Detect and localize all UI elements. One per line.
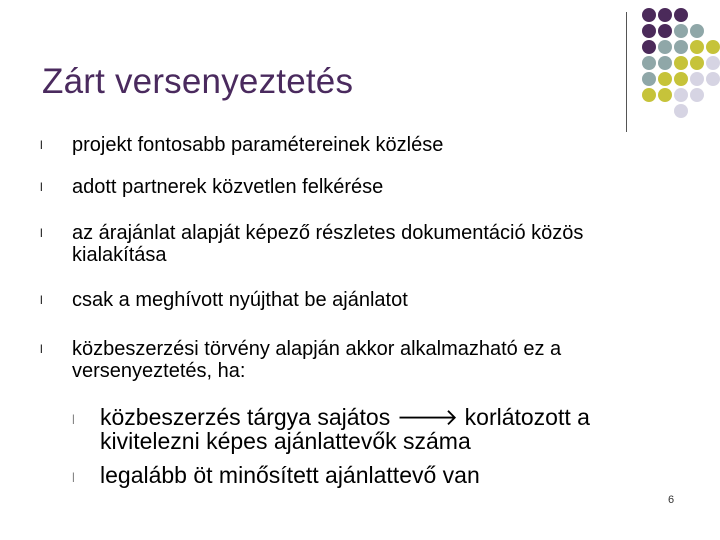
dot [642,56,656,70]
dot [690,72,704,86]
bullet-text: projekt fontosabb paramétereinek közlése [72,134,444,156]
bullet-text: csak a meghívott nyújthat be ajánlatot [72,289,408,311]
dot [690,88,704,102]
dot [658,24,672,38]
dot [658,8,672,22]
dot [674,88,688,102]
dot [642,88,656,102]
dot [674,104,688,118]
bullet-text: adott partnerek közvetlen felkérése [72,176,384,198]
dot [642,8,656,22]
sub-bullet-marker: l [72,412,75,427]
slide-title: Zárt versenyeztetés [42,62,354,101]
bullet-marker: l [40,138,43,152]
sub-bullet-text: legalább öt minősített ajánlattevő van [100,462,480,488]
dot [658,56,672,70]
dot [674,40,688,54]
dot [706,72,720,86]
dot [706,40,720,54]
decorative-dot-grid [642,8,720,118]
dot [690,40,704,54]
sub-bullet-marker: l [72,470,75,485]
dot [658,72,672,86]
bullet-marker: l [40,293,43,307]
vertical-divider [626,12,627,132]
dot [642,24,656,38]
bullet-text: az árajánlat alapját képező részletes dokumentáció közös kialakítása [72,222,584,266]
dot [658,88,672,102]
dot [642,72,656,86]
bullet-marker: l [40,342,43,356]
dot [690,56,704,70]
dot [674,24,688,38]
sub-bullet-text: közbeszerzés tárgya sajátos 🡒 korlátozott a kivitelezni képes ajánlattevők száma [100,404,590,454]
dot [642,40,656,54]
dot [706,56,720,70]
bullet-marker: l [40,180,43,194]
dot [674,56,688,70]
bullet-text: közbeszerzési törvény alapján akkor alkalmazható ez a versenyeztetés, ha: [72,338,562,382]
dot [674,8,688,22]
dot [690,24,704,38]
page-number: 6 [668,494,675,506]
dot [674,72,688,86]
dot [658,40,672,54]
bullet-marker: l [40,226,43,240]
